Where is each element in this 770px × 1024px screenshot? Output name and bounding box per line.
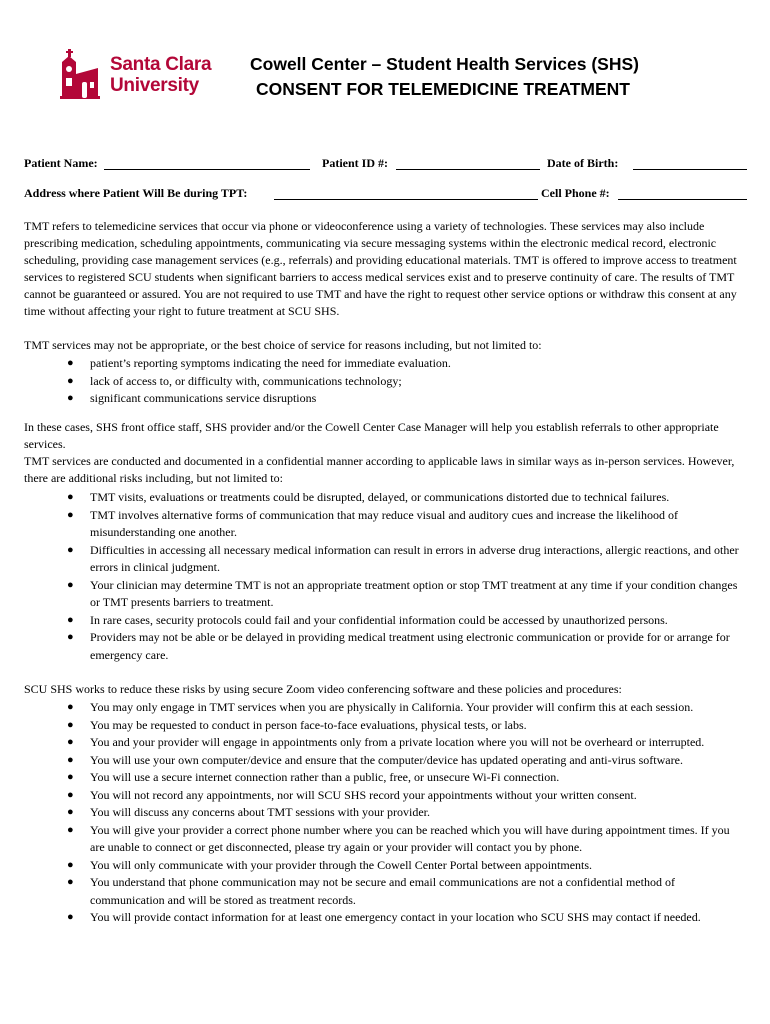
logo-wordmark — [110, 54, 211, 96]
title-line-2: CONSENT FOR TELEMEDICINE TREATMENT — [256, 79, 630, 99]
address-field[interactable] — [274, 199, 538, 200]
list-item-text: You will discuss any concerns about TMT sessions with your provider. — [90, 805, 430, 819]
list-item — [24, 373, 746, 391]
list-item-text: You will give your provider a correct phone number where you can be reached which you will have during appointment times. If you are unable to connect or get disconnected, please try again or your provider will contact you by phone. — [90, 822, 730, 854]
bullet-icon: ● — [67, 543, 74, 556]
address-row — [24, 186, 748, 202]
list-item-text: You will use a secure internet connection rather than a public, free, or unsecure Wi-Fi connection. — [90, 770, 560, 784]
list-item-text: You and your provider will engage in appointments only from a private location where you will not be overheard or interrupted. — [90, 735, 705, 749]
list-item-text: patient’s reporting symptoms indicating the need for immediate evaluation. — [90, 356, 451, 370]
list-item — [24, 769, 746, 787]
list-item-text: You understand that phone communication may not be secure and email communications are not a confidential method of communication and will be stored as treatment records. — [90, 875, 675, 907]
list-item — [24, 717, 746, 735]
list-item — [24, 874, 746, 909]
policies-lead-text: SCU SHS works to reduce these risks by using secure Zoom video conferencing software and these policies and procedures: — [24, 682, 622, 696]
list-item-text: lack of access to, or difficulty with, communications technology; — [90, 373, 402, 388]
patient-id-label: Patient ID #: — [322, 156, 388, 170]
list-item-text: Providers may not be able or be delayed in providing medical treatment using electronic communication or provide for or arrange for emergency care. — [90, 630, 730, 662]
bullet-icon: ● — [67, 631, 74, 643]
list-item-text: You will use your own computer/device and ensure that the computer/device has updated operating and anti-virus software. — [90, 752, 683, 767]
list-item — [24, 577, 746, 612]
list-item-text: You may be requested to conduct in person face-to-face evaluations, physical tests, or labs. — [90, 717, 527, 732]
dob-label: Date of Birth: — [547, 156, 619, 170]
bullet-icon: ● — [67, 392, 74, 404]
cell-phone-field[interactable] — [618, 199, 747, 200]
bullet-icon: ● — [67, 613, 74, 626]
not-appropriate-list — [24, 355, 746, 408]
list-item-text: Your clinician may determine TMT is not an appropriate treatment option or stop TMT treatment at any time if your condition changes or TMT presents barriers to treatment. — [90, 577, 738, 609]
bullet-icon: ● — [67, 911, 74, 923]
list-item-text: Difficulties in accessing all necessary medical information can result in errors in adverse drug interactions, allergic reactions, and other errors in clinical judgment. — [90, 542, 739, 574]
patient-name-field[interactable] — [104, 169, 310, 170]
list-item-text: In rare cases, security protocols could fail and your confidential information could be accessed by unauthorized persons. — [90, 612, 668, 627]
list-item — [24, 734, 746, 752]
patient-info-row — [24, 156, 748, 172]
list-item — [24, 909, 746, 927]
list-item-text: You will only communicate with your provider through the Cowell Center Portal between appointments. — [90, 857, 593, 872]
dob-field[interactable] — [633, 169, 747, 170]
address-label: Address where Patient Will Be during TPT: — [24, 186, 248, 200]
bullet-icon: ● — [67, 491, 74, 503]
bullet-icon: ● — [67, 858, 74, 871]
logo-line-2: University — [110, 75, 199, 96]
policies-list — [24, 699, 746, 927]
list-item — [24, 822, 746, 857]
list-item — [24, 752, 746, 770]
list-item — [24, 699, 746, 717]
bullet-icon: ● — [67, 374, 74, 387]
risks-lead-text: TMT services are conducted and documented in a confidential manner according to applicable laws in similar ways as in-person services. However, there are additional risks including, but not limited to: — [24, 454, 735, 485]
list-item — [24, 355, 746, 373]
not-appropriate-lead — [24, 337, 746, 354]
cell-phone-label: Cell Phone #: — [541, 186, 610, 200]
bullet-icon: ● — [67, 357, 74, 369]
patient-name-label: Patient Name: — [24, 156, 98, 170]
title-line-1: Cowell Center – Student Health Services (SHS) — [250, 54, 639, 74]
list-item-text: You may only engage in TMT services when you are physically in California. Your provider will confirm this at each session. — [90, 700, 694, 714]
university-logo — [58, 40, 218, 102]
referral-paragraph — [24, 419, 746, 487]
referral-text: In these cases, SHS front office staff, SHS provider and/or the Cowell Center Case Manager will help you establish referrals to other appropriate services. — [24, 420, 719, 451]
bullet-icon: ● — [67, 771, 74, 783]
list-item — [24, 787, 746, 805]
intro-text: TMT refers to telemedicine services that occur via phone or videoconference using a variety of technologies. These services may also include prescribing medication, scheduling appointments, communicating via secure messaging systems within the electronic medical record, electronic scheduling, providing case management services (e.g., referrals) and providing educational materials. TMT is offered to improve access to treatment services to registered SCU students when significant barriers to access medical services exist and to preserve continuity of care. The results of TMT cannot be guaranteed or assured. You are not required to use TMT and have the right to request other service options or withdraw this consent at any time without affecting your right to future treatment at SCU SHS. — [24, 219, 737, 318]
list-item-text: You will provide contact information for at least one emergency contact in your location who SCU SHS may contact if needed. — [90, 910, 701, 924]
bullet-icon: ● — [67, 876, 74, 888]
document-title — [250, 52, 639, 102]
list-item — [24, 629, 746, 664]
bullet-icon: ● — [67, 736, 74, 748]
patient-id-field[interactable] — [396, 169, 540, 170]
bullet-icon: ● — [67, 806, 74, 818]
risks-list — [24, 489, 746, 664]
list-item — [24, 507, 746, 542]
list-item — [24, 489, 746, 507]
logo-line-1: Santa Clara — [110, 54, 212, 75]
list-item-text: significant communications service disruptions — [90, 391, 317, 405]
list-item-text: TMT visits, evaluations or treatments could be disrupted, delayed, or communications distorted due to technical failures. — [90, 490, 670, 504]
bullet-icon: ● — [67, 701, 74, 713]
policies-lead — [24, 681, 746, 698]
list-item — [24, 804, 746, 822]
bullet-icon: ● — [67, 578, 74, 591]
list-item-text: TMT involves alternative forms of communication that may reduce visual and auditory cues and increase the likelihood of misunderstanding one another. — [90, 507, 678, 539]
list-item-text: You will not record any appointments, nor will SCU SHS record your appointments without your written consent. — [90, 787, 637, 802]
list-item — [24, 390, 746, 408]
list-item — [24, 542, 746, 577]
bullet-icon: ● — [67, 753, 74, 766]
intro-paragraph — [24, 218, 746, 320]
bullet-icon: ● — [67, 718, 74, 731]
bullet-icon: ● — [67, 823, 74, 836]
list-item — [24, 857, 746, 875]
not-appropriate-lead-text: TMT services may not be appropriate, or the best choice of service for reasons including, but not limited to: — [24, 338, 542, 352]
mission-church-icon — [58, 40, 108, 102]
list-item — [24, 612, 746, 630]
bullet-icon: ● — [67, 788, 74, 801]
bullet-icon: ● — [67, 508, 74, 521]
